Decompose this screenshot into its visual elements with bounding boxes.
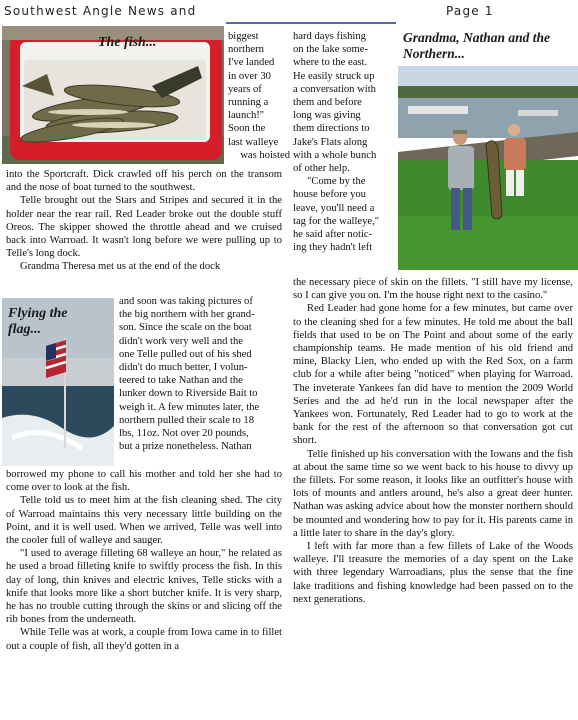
side-line: son. Since the scale on the boat [119,322,252,334]
fish-photo-caption: The fish... [98,35,157,50]
column-b-body [293,276,573,606]
grandma-image [398,66,578,270]
side-line: northern [228,44,264,56]
paragraph: Telle told us to meet him at the fish cleaning shed. The city of Warroad maintains this very necessary little building on the Point, and it is well used. When we arrived, Telle was well into the cooler full of walleye and sauger. [6,495,282,547]
side-line: one Telle pulled out of his shed [119,348,252,360]
side-line: ing they hadn't left [293,242,373,254]
paragraph: Grandma Theresa met us at the end of the dock [20,261,221,273]
grandma-photo-block [398,26,578,270]
newsletter-title: Southwest Angle News and [4,4,197,18]
side-line: hard days fishing [293,31,366,42]
side-line: running a [228,97,269,109]
side-line: didn't do much better, I volun- [119,362,248,374]
side-line: of other help. [293,163,350,175]
header-rule [226,22,396,24]
side-line: didn't work very well and the [119,335,244,347]
page-header [0,0,578,22]
paragraph: I left with far more than a few fillets of Lake of the Woods walleye. I'll treasure the memories of a day spent on the Lake with three legendary Warroadians, plus the sense that the fine lake traditions and fishing knowledge had been passed on to the next generations. [293,541,573,605]
column-b-narrow [293,30,397,254]
paragraph: "I used to average filleting 68 walleye an hour," he related as he used a broad filleting knife to swiftly process the fish. In this day of long, thin knives and electric knives, Telle sticks with a knife that looks more like a short butcher knife. It is very sharp, he has no trouble cutting through the skins or and slicing off the rib bones from the underneath. [6,548,282,626]
side-line: them directions to [293,123,370,135]
paragraph: the necessary piece of skin on the fillets. "I still have my license, so I can give you on. I'm the house right next to the casino." [293,277,573,302]
column-a-lower [6,468,282,653]
side-line: was hoisted [240,149,290,161]
side-line: tag for the walleye," [293,215,380,227]
paragraph: Red Leader had gone home for a few minutes, but came over to the cleaning shed for a few minutes. He told me about the ball fields that used to be on The Point and about some of the early championship teams. He made mention of his old friend and mine, Blacky Lien, who ended up with the Red Sox, on a farm club for a while after being "noticed" when playing for Warroad. The inveterate Yankees fan did have to mention the 2009 World Series and the ad he'd run in the local newspaper after the Yankees won. Fortunately, Red Leader had to go to work at the bank for the rest of the afternoon so that conversation got cut short. [293,303,573,447]
side-line: in over 30 [228,70,271,82]
fish-side-text [228,30,290,162]
side-line: northern pulled their scale to 18 [119,414,255,426]
side-line: house before you [293,189,366,201]
side-line: "Come by the [307,176,366,188]
flag-photo [2,298,114,466]
side-line: the big northern with her grand- [119,309,255,321]
side-line: on the lake some- [293,44,369,56]
side-line: he said after notic- [293,229,373,241]
flag-photo-caption: Flying the flag... [8,306,68,337]
paragraph: While Telle was at work, a couple from Iowa came in to fillet out a couple of fish, all they'd gotten in a [6,627,282,652]
paragraph: Telle finished up his conversation with the Iowans and the fish at about the same time so we went back to his house to divvy up the fillets. For some reason, it looks like an outfitter's house with lots of mounts and antlers around, he's also a great deer hunter. Nathan was asking advice about how the monster northern should be mounted and wondering how to pay for it. His parents came in a little later to share in the day's glory. [293,448,573,539]
side-line: and soon was taking pictures of [119,296,253,307]
side-line: with a whole bunch [293,149,377,161]
paragraph: into the Sportcraft. Dick crawled off his perch on the transom and the nose of boat turned to the southwest. [6,169,282,194]
side-line: launch!" [228,110,265,122]
side-line: lunker down to Riverside Bait to [119,388,258,400]
side-line: them and before [293,97,362,109]
side-line: a conversation with [293,83,376,95]
flag-side-text [119,295,283,453]
side-line: teered to take Nathan and the [119,375,243,387]
side-line: Soon the [228,123,266,135]
side-line: long was giving [293,110,361,122]
grandma-photo-caption: Grandma, Nathan and the Northern... [403,30,551,61]
side-line: weigh it. A few minutes later, the [119,401,260,413]
page-number: Page 1 [446,4,494,18]
side-line: He easily struck up [293,70,375,82]
side-line: biggest [228,31,259,42]
side-line: leave, you'll need a [293,202,375,214]
side-line: but a prize nonetheless. Nathan [119,441,252,453]
side-line: Jake's Flats along [293,136,368,148]
side-line: where to the east. [293,57,368,69]
column-a-upper [6,168,282,274]
side-line: years of [228,83,262,95]
fish-cooler-photo [2,26,224,164]
side-line: last walleye [228,136,279,148]
paragraph: Telle brought out the Stars and Stripes and secured it in the holder near the rear rail. Red Leader broke out the double stuff Oreos. The skipper showed the throttle ahead and we cruised back into Warroad. It wasn't long before we were pulling up to Telle's long dock. [6,195,282,260]
side-line: I've landed [228,57,275,69]
side-line: lbs, 11oz. Not over 20 pounds, [119,428,249,440]
paragraph: borrowed my phone to call his mother and told her she had to come over to look at the fish. [6,469,282,494]
